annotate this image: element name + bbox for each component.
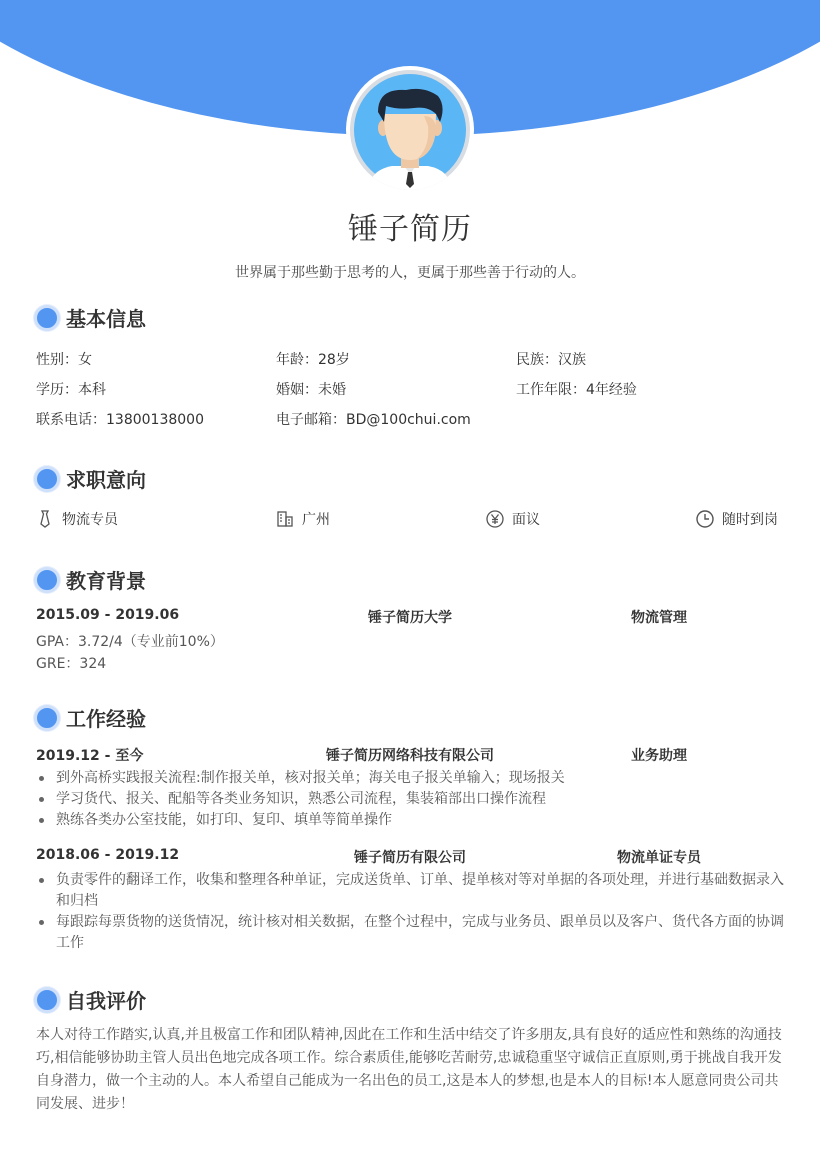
work-period: 2018.06 - 2019.12 (36, 847, 180, 863)
section-bullet-icon (34, 567, 60, 593)
building-icon (276, 510, 294, 528)
education-school: 锤子简历大学 (368, 610, 452, 626)
work-company: 锤子简历有限公司 (354, 850, 466, 866)
avatar-illustration (350, 70, 470, 190)
marital-status: 婚姻：未婚 (276, 382, 346, 398)
section-bullet-icon (34, 705, 60, 731)
list-item: 熟练各类办公室技能，如打印、复印、填单等简单操作 (36, 810, 792, 831)
work-role: 业务助理 (631, 748, 687, 764)
work-duties-list (36, 768, 792, 831)
section-bullet-icon (34, 305, 60, 331)
list-item: 到外高桥实践报关流程:制作报关单，核对报关单；海关电子报关单输入；现场报关 (36, 768, 792, 789)
intent-city (276, 509, 330, 529)
section-title: 求职意向 (66, 468, 146, 492)
degree: 学历：本科 (36, 382, 106, 398)
section-bullet-icon (34, 466, 60, 492)
list-item: 学习货代、报关、配船等各类业务知识，熟悉公司流程，集装箱部出口操作流程 (36, 789, 792, 810)
section-title: 工作经验 (66, 707, 146, 731)
intent-salary-text: 面议 (512, 512, 540, 528)
work-role: 物流单证专员 (617, 850, 701, 866)
education-period: 2015.09 - 2019.06 (36, 607, 180, 623)
list-item: 每跟踪每票货物的送货情况，统计核对相关数据，在整个过程中，完成与业务员、跟单员以及客户、货代各方面的协调工作 (36, 912, 792, 954)
avatar (346, 66, 474, 194)
section-title: 教育背景 (66, 569, 146, 593)
section-bullet-icon (34, 987, 60, 1013)
work-company: 锤子简历网络科技有限公司 (326, 748, 494, 764)
email: 电子邮箱：BD@100chui.com (276, 412, 471, 428)
intent-position-text: 物流专员 (62, 512, 118, 528)
candidate-name: 锤子简历 (348, 212, 472, 247)
ethnicity: 民族：汉族 (516, 352, 586, 368)
intent-city-text: 广州 (302, 512, 330, 528)
yen-icon (486, 510, 504, 528)
intent-availability-text: 随时到岗 (722, 512, 778, 528)
gender: 性别：女 (36, 352, 92, 368)
motto: 世界属于那些勤于思考的人，更属于那些善于行动的人。 (235, 265, 585, 281)
work-duties-list (36, 870, 792, 954)
section-title: 自我评价 (66, 989, 146, 1013)
age: 年龄：28岁 (276, 352, 350, 368)
work-period: 2019.12 - 至今 (36, 748, 144, 764)
education-gpa: GPA：3.72/4（专业前10%） (36, 634, 224, 650)
phone: 联系电话：13800138000 (36, 412, 204, 428)
education-gre: GRE：324 (36, 656, 107, 672)
list-item: 负责零件的翻译工作，收集和整理各种单证，完成送货单、订单、提单核对等对单据的各项处理，并进行基础数据录入和归档 (36, 870, 792, 912)
tie-icon (36, 510, 54, 528)
education-major: 物流管理 (631, 610, 687, 626)
intent-salary (486, 509, 540, 529)
section-title: 基本信息 (66, 307, 146, 331)
intent-availability (696, 509, 778, 529)
work-years: 工作年限：4年经验 (516, 382, 637, 398)
self-evaluation-text: 本人对待工作踏实,认真,并且极富工作和团队精神,因此在工作和生活中结交了许多朋友,具有良好的适应性和熟练的沟通技巧,相信能够协助主管人员出色地完成各项工作。综合素质佳,能够吃苦耐劳,忠诚稳重坚守诚信正直原则,勇于挑战自我开发自身潜力，做一个主动的人。本人希望自己能成为一名出色的员工,这是本人的梦想,也是本人的目标!本人愿意同贵公司共同发展、进步！ (36, 1027, 782, 1112)
clock-icon (696, 510, 714, 528)
intent-position (36, 509, 118, 529)
